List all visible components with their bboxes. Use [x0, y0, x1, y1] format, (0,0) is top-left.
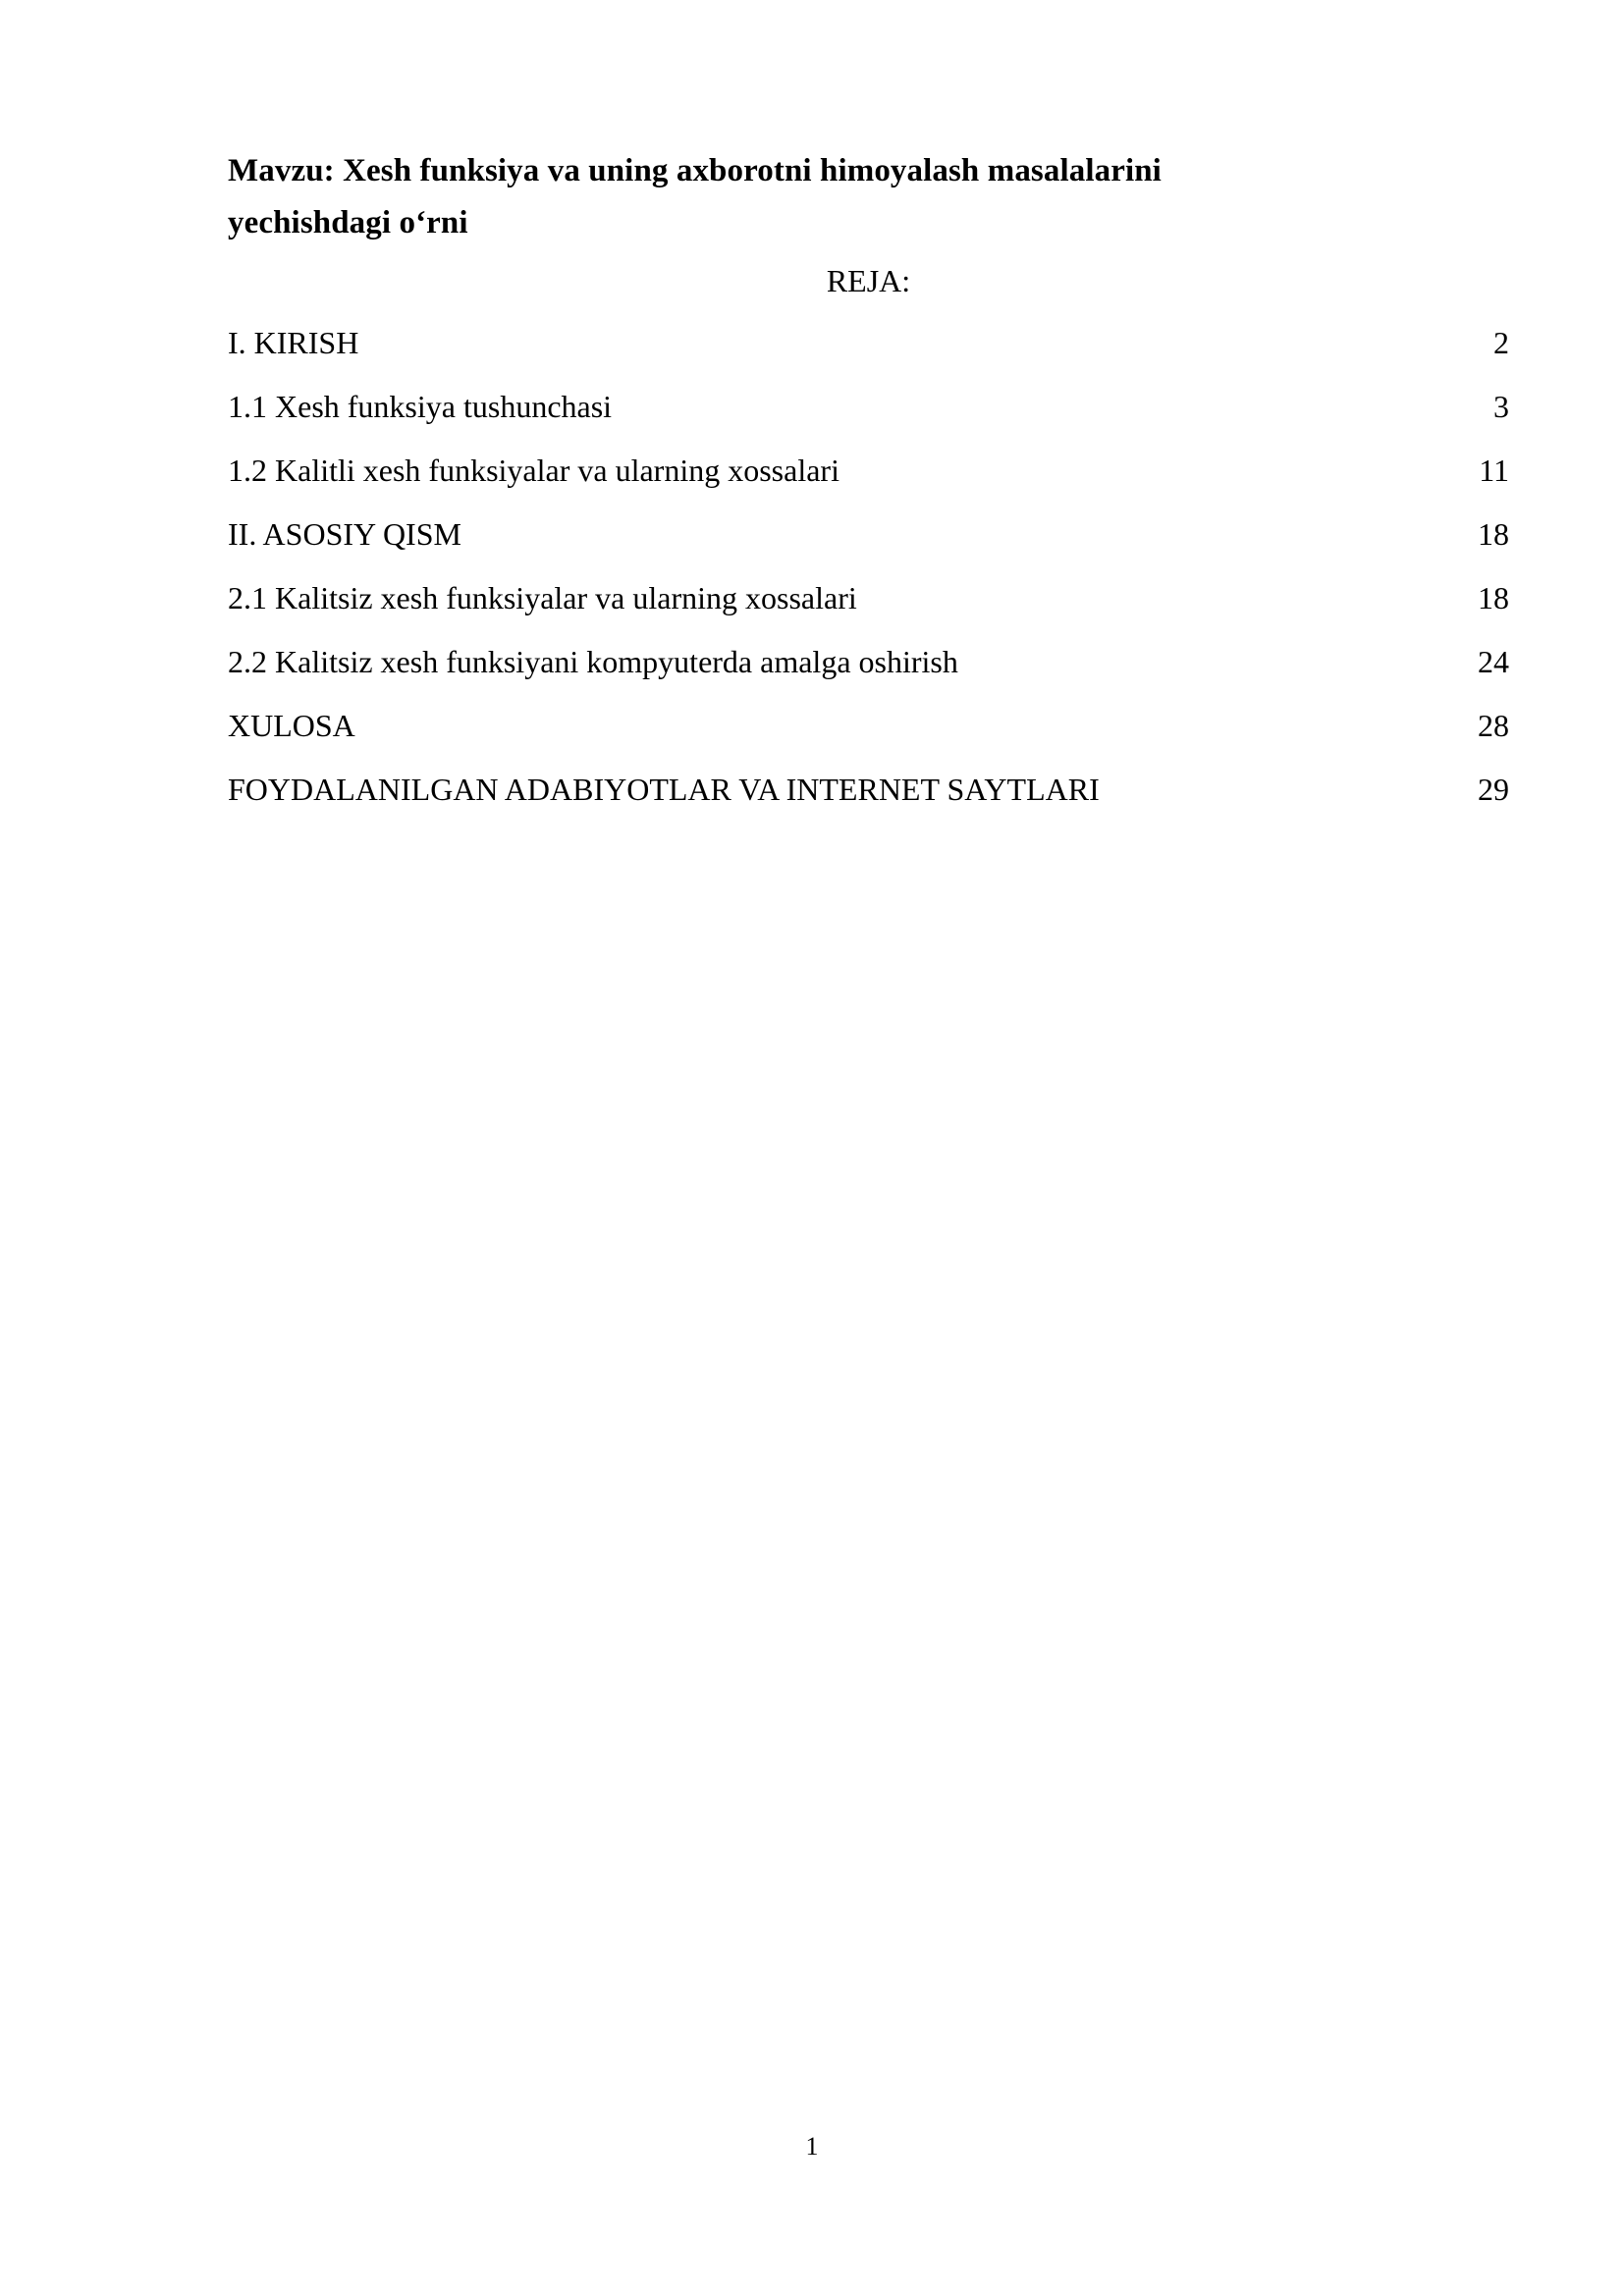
toc-entry-page: 18	[1478, 580, 1509, 616]
toc-leader-dots	[841, 488, 1468, 489]
toc-entry-page: 24	[1478, 644, 1509, 680]
page-content	[228, 145, 1509, 827]
toc-entry-page: 28	[1478, 708, 1509, 744]
document-title	[228, 145, 1509, 250]
toc-leader-dots	[859, 615, 1468, 616]
toc-entry[interactable]	[228, 316, 1509, 370]
toc-leader-dots	[960, 679, 1468, 680]
toc-entry-label: 2.2 Kalitsiz xesh funksiyani kompyuterda amalga oshirish	[228, 644, 958, 680]
toc-entry-page: 3	[1493, 389, 1509, 425]
toc-entry[interactable]	[228, 507, 1509, 561]
toc-entry[interactable]	[228, 699, 1509, 753]
document-title-line-1: Mavzu: Xesh funksiya va uning axborotni himoyalash masalalarini	[228, 153, 1162, 188]
toc-leader-dots	[360, 360, 1468, 361]
toc-entry-label: 2.1 Kalitsiz xesh funksiyalar va ularning xossalari	[228, 580, 857, 616]
toc-entry[interactable]	[228, 444, 1509, 498]
toc-entry-label: XULOSA	[228, 708, 355, 744]
toc-entry-page: 18	[1478, 516, 1509, 553]
toc-leader-dots	[357, 743, 1468, 744]
toc-entry[interactable]	[228, 571, 1509, 625]
toc-entry-page: 29	[1478, 772, 1509, 808]
toc-entry-label: 1.1 Xesh funksiya tushunchasi	[228, 389, 613, 425]
toc-leader-dots	[463, 552, 1468, 553]
reja-heading: REJA:	[826, 262, 911, 298]
toc-entry[interactable]	[228, 763, 1509, 817]
document-title-line-2: yechishdagi o‘rni	[228, 205, 468, 241]
toc-entry[interactable]	[228, 635, 1509, 689]
footer-page-number: 1	[805, 2132, 819, 2161]
toc-entry-page: 2	[1493, 325, 1509, 361]
table-of-contents	[228, 316, 1509, 817]
toc-leader-dots	[1100, 807, 1468, 808]
toc-entry-page: 11	[1479, 453, 1509, 489]
toc-entry-label: II. ASOSIY QISM	[228, 516, 461, 553]
toc-entry-label: I. KIRISH	[228, 325, 359, 361]
toc-entry[interactable]	[228, 380, 1509, 434]
toc-leader-dots	[614, 424, 1468, 425]
toc-entry-label: 1.2 Kalitli xesh funksiyalar va ularning xossalari	[228, 453, 839, 489]
toc-entry-label: FOYDALANILGAN ADABIYOTLAR VA INTERNET SAYTLARI	[228, 772, 1100, 808]
